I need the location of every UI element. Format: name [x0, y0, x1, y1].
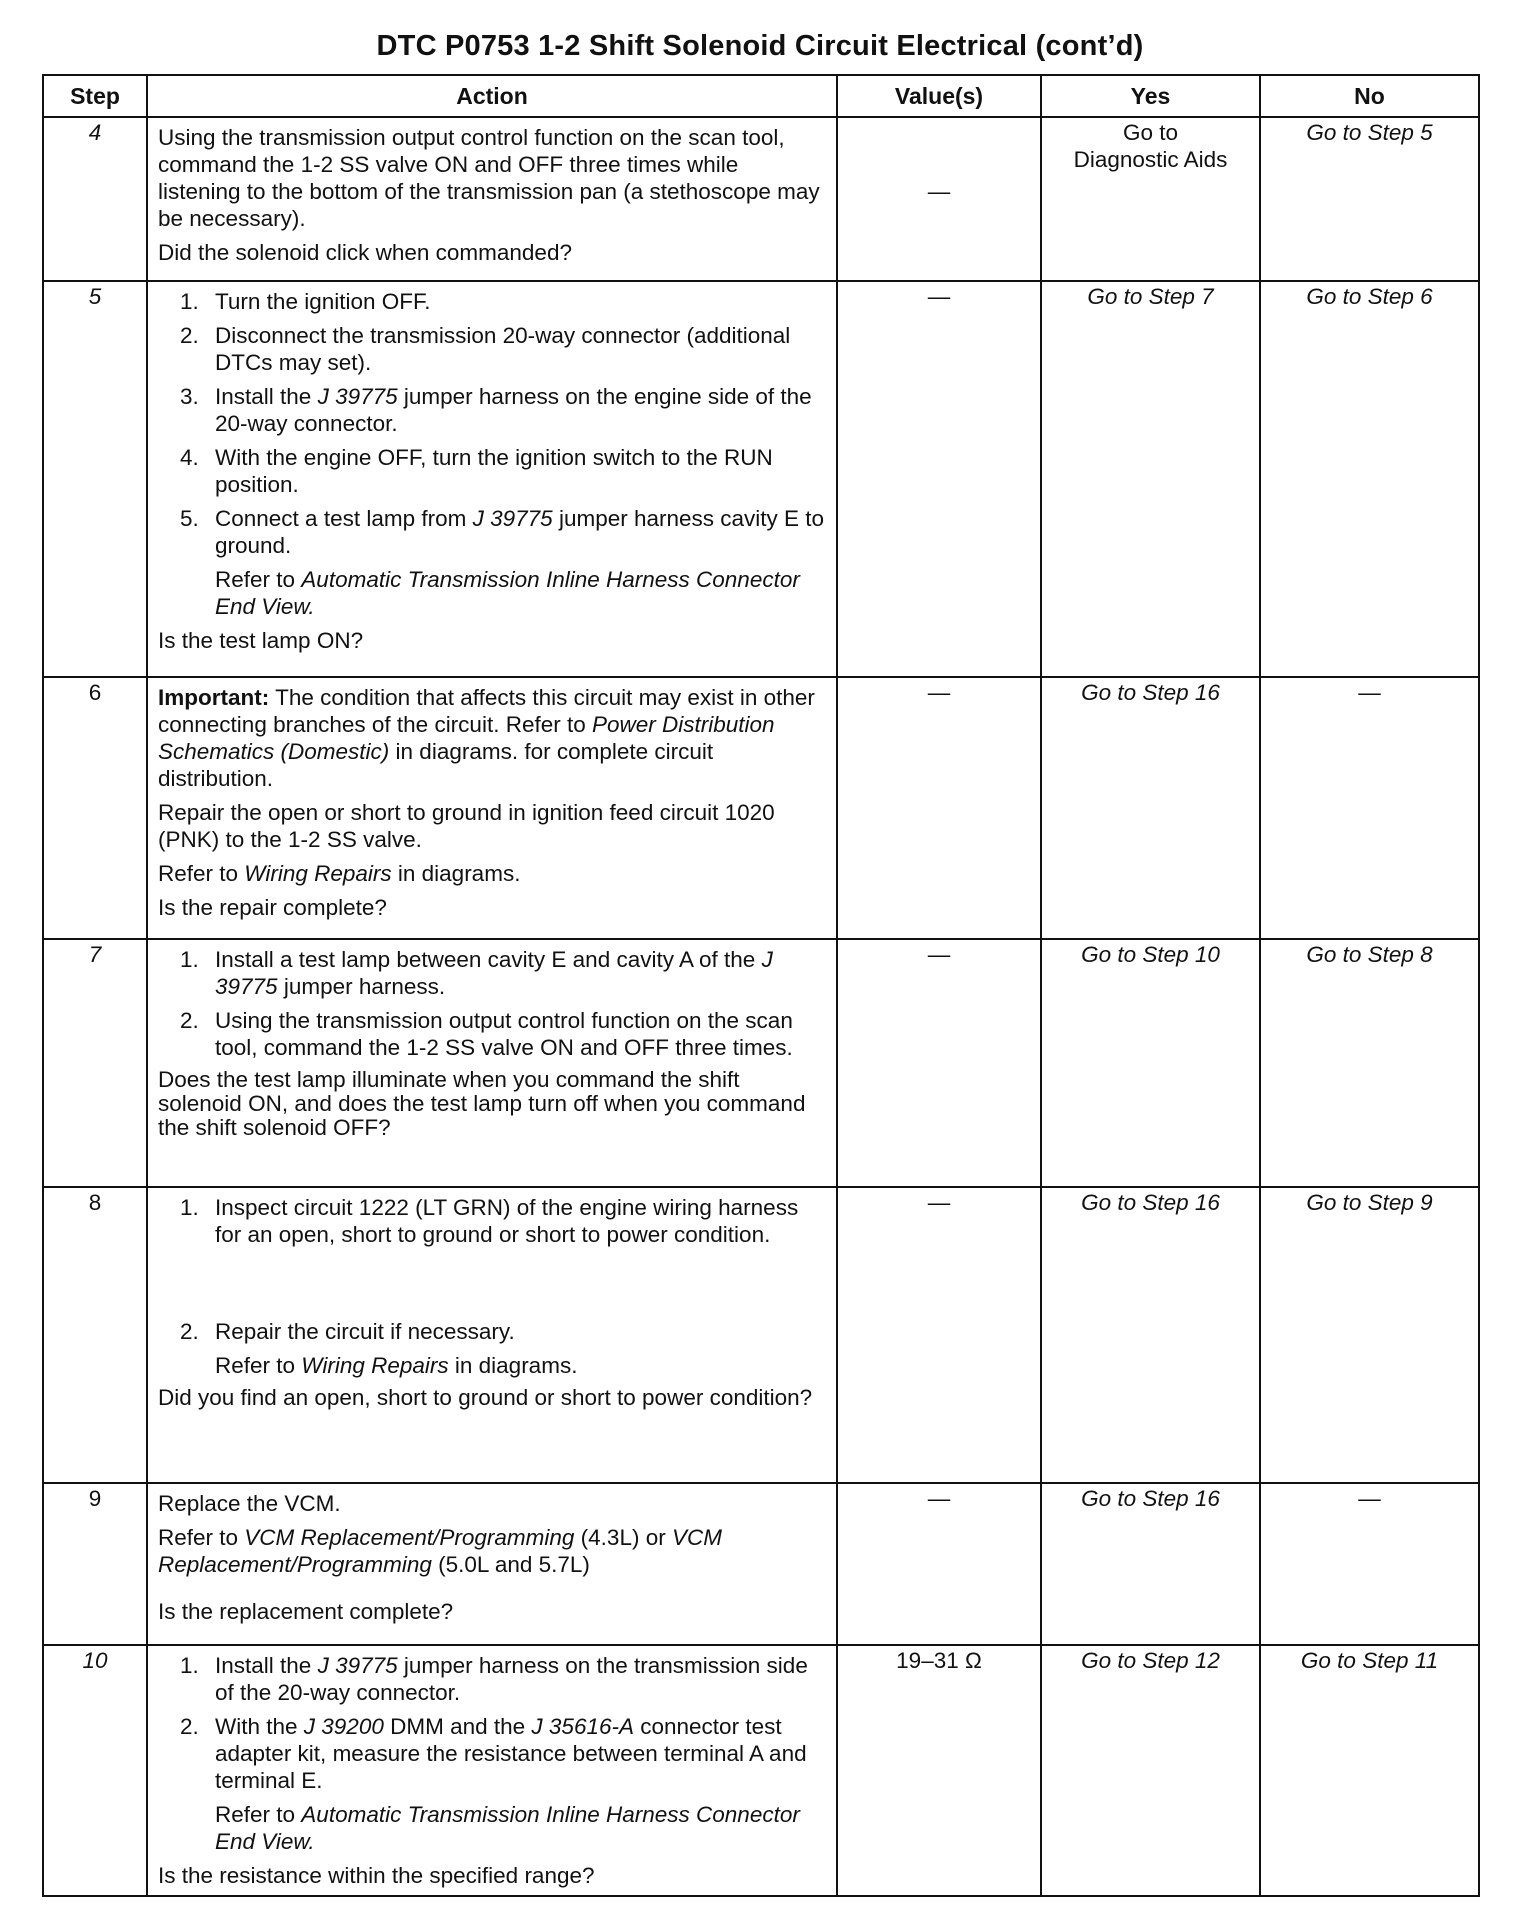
no-cell: Go to Step 8 — [1260, 939, 1479, 1187]
action-text: Repair the open or short to ground in ignition feed circuit 1020 (PNK) to the 1-2 SS valve. — [158, 800, 775, 852]
table-row — [43, 1645, 1479, 1896]
yes-cell: Go to Step 16 — [1041, 677, 1260, 939]
action-list — [158, 1652, 826, 1794]
list-item: 5. Connect a test lamp from J 39775 jumper harness cavity E to ground. — [180, 506, 825, 558]
no-cell: Go to Step 11 — [1260, 1645, 1479, 1896]
header-yes: Yes — [1041, 75, 1260, 117]
list-item: 1. Inspect circuit 1222 (LT GRN) of the engine wiring harness for an open, short to ground or short to power condition. — [180, 1195, 799, 1247]
list-item: 2. Disconnect the transmission 20-way connector (additional DTCs may set). — [180, 323, 791, 375]
step-number: 8 — [43, 1187, 147, 1483]
refer-note: Refer to Wiring Repairs in diagrams. — [158, 861, 521, 886]
action-list — [158, 946, 826, 1061]
important-note: Important: The condition that affects this circuit may exist in other connecting branches of the circuit. Refer to Power Distribution Schematics (Domestic) in diagrams. for complete circuit distribution. — [158, 685, 815, 791]
no-cell: — — [1260, 1483, 1479, 1645]
no-cell: Go to Step 5 — [1260, 117, 1479, 281]
diagnostic-table — [42, 74, 1480, 1897]
step-number: 6 — [43, 677, 147, 939]
table-row — [43, 677, 1479, 939]
value-cell: — — [837, 281, 1041, 677]
refer-note: Refer to Wiring Repairs in diagrams. — [215, 1353, 578, 1378]
table-header-row — [43, 75, 1479, 117]
value-cell: — — [837, 117, 1041, 281]
list-item: 1. Turn the ignition OFF. — [180, 289, 431, 314]
action-question: Did you find an open, short to ground or short to power condition? — [158, 1385, 813, 1410]
table-row — [43, 117, 1479, 281]
action-question: Is the test lamp ON? — [158, 628, 364, 653]
value-cell: — — [837, 939, 1041, 1187]
table-row — [43, 939, 1479, 1187]
action-question: Is the resistance within the specified range? — [158, 1863, 595, 1888]
action-question: Is the replacement complete? — [158, 1599, 454, 1624]
yes-cell: Go to Step 16 — [1041, 1483, 1260, 1645]
table-row — [43, 1187, 1479, 1483]
list-item: 2. With the J 39200 DMM and the J 35616-A connector test adapter kit, measure the resistance between terminal A and terminal E. — [180, 1714, 807, 1793]
action-text: Using the transmission output control function on the scan tool, command the 1-2 SS valve ON and OFF three times while listening to the bottom of the transmission pan (a stethoscope may be necessary). — [158, 125, 820, 231]
action-question: Did the solenoid click when commanded? — [158, 240, 572, 265]
action-cell — [147, 677, 837, 939]
list-item: 2. Using the transmission output control function on the scan tool, command the 1-2 SS valve ON and OFF three times. — [180, 1008, 793, 1060]
value-cell: — — [837, 677, 1041, 939]
value-cell: — — [837, 1187, 1041, 1483]
no-cell: Go to Step 9 — [1260, 1187, 1479, 1483]
step-number: 9 — [43, 1483, 147, 1645]
action-list — [158, 288, 826, 559]
list-item: 3. Install the J 39775 jumper harness on the engine side of the 20-way connector. — [180, 384, 812, 436]
value-cell: 19–31 Ω — [837, 1645, 1041, 1896]
action-question: Is the repair complete? — [158, 895, 387, 920]
action-cell — [147, 1645, 837, 1896]
value-cell: — — [837, 1483, 1041, 1645]
yes-cell: Go to Step 10 — [1041, 939, 1260, 1187]
action-text: Replace the VCM. — [158, 1491, 341, 1516]
yes-cell: Go to Diagnostic Aids — [1041, 117, 1260, 281]
page-title: DTC P0753 1-2 Shift Solenoid Circuit Electrical (cont’d) — [376, 30, 1144, 62]
action-cell — [147, 281, 837, 677]
header-step: Step — [43, 75, 147, 117]
action-cell — [147, 939, 837, 1187]
table-row — [43, 281, 1479, 677]
header-value: Value(s) — [837, 75, 1041, 117]
action-question: Does the test lamp illuminate when you command the shift solenoid ON, and does the test lamp turn off when you command the shift solenoid OFF? — [158, 1067, 806, 1140]
header-no: No — [1260, 75, 1479, 117]
action-cell — [147, 1483, 837, 1645]
list-item: 1. Install a test lamp between cavity E and cavity A of the J 39775 jumper harness. — [180, 947, 773, 999]
step-number: 5 — [43, 281, 147, 677]
header-action: Action — [147, 75, 837, 117]
yes-cell: Go to Step 7 — [1041, 281, 1260, 677]
refer-note: Refer to VCM Replacement/Programming (4.3L) or VCM Replacement/Programming (5.0L and 5.7L) — [158, 1525, 722, 1577]
list-item: 2. Repair the circuit if necessary. — [180, 1319, 515, 1344]
step-number: 10 — [43, 1645, 147, 1896]
refer-note: Refer to Automatic Transmission Inline Harness Connector End View. — [215, 567, 800, 619]
no-cell: — — [1260, 677, 1479, 939]
action-cell — [147, 1187, 837, 1483]
yes-cell: Go to Step 16 — [1041, 1187, 1260, 1483]
list-item: 4. With the engine OFF, turn the ignition switch to the RUN position. — [180, 445, 773, 497]
list-item: 1. Install the J 39775 jumper harness on the transmission side of the 20-way connector. — [180, 1653, 808, 1705]
no-cell: Go to Step 6 — [1260, 281, 1479, 677]
table-row — [43, 1483, 1479, 1645]
refer-note: Refer to Automatic Transmission Inline Harness Connector End View. — [215, 1802, 800, 1854]
step-number: 7 — [43, 939, 147, 1187]
yes-cell: Go to Step 12 — [1041, 1645, 1260, 1896]
action-list — [158, 1194, 826, 1345]
action-cell — [147, 117, 837, 281]
step-number: 4 — [43, 117, 147, 281]
